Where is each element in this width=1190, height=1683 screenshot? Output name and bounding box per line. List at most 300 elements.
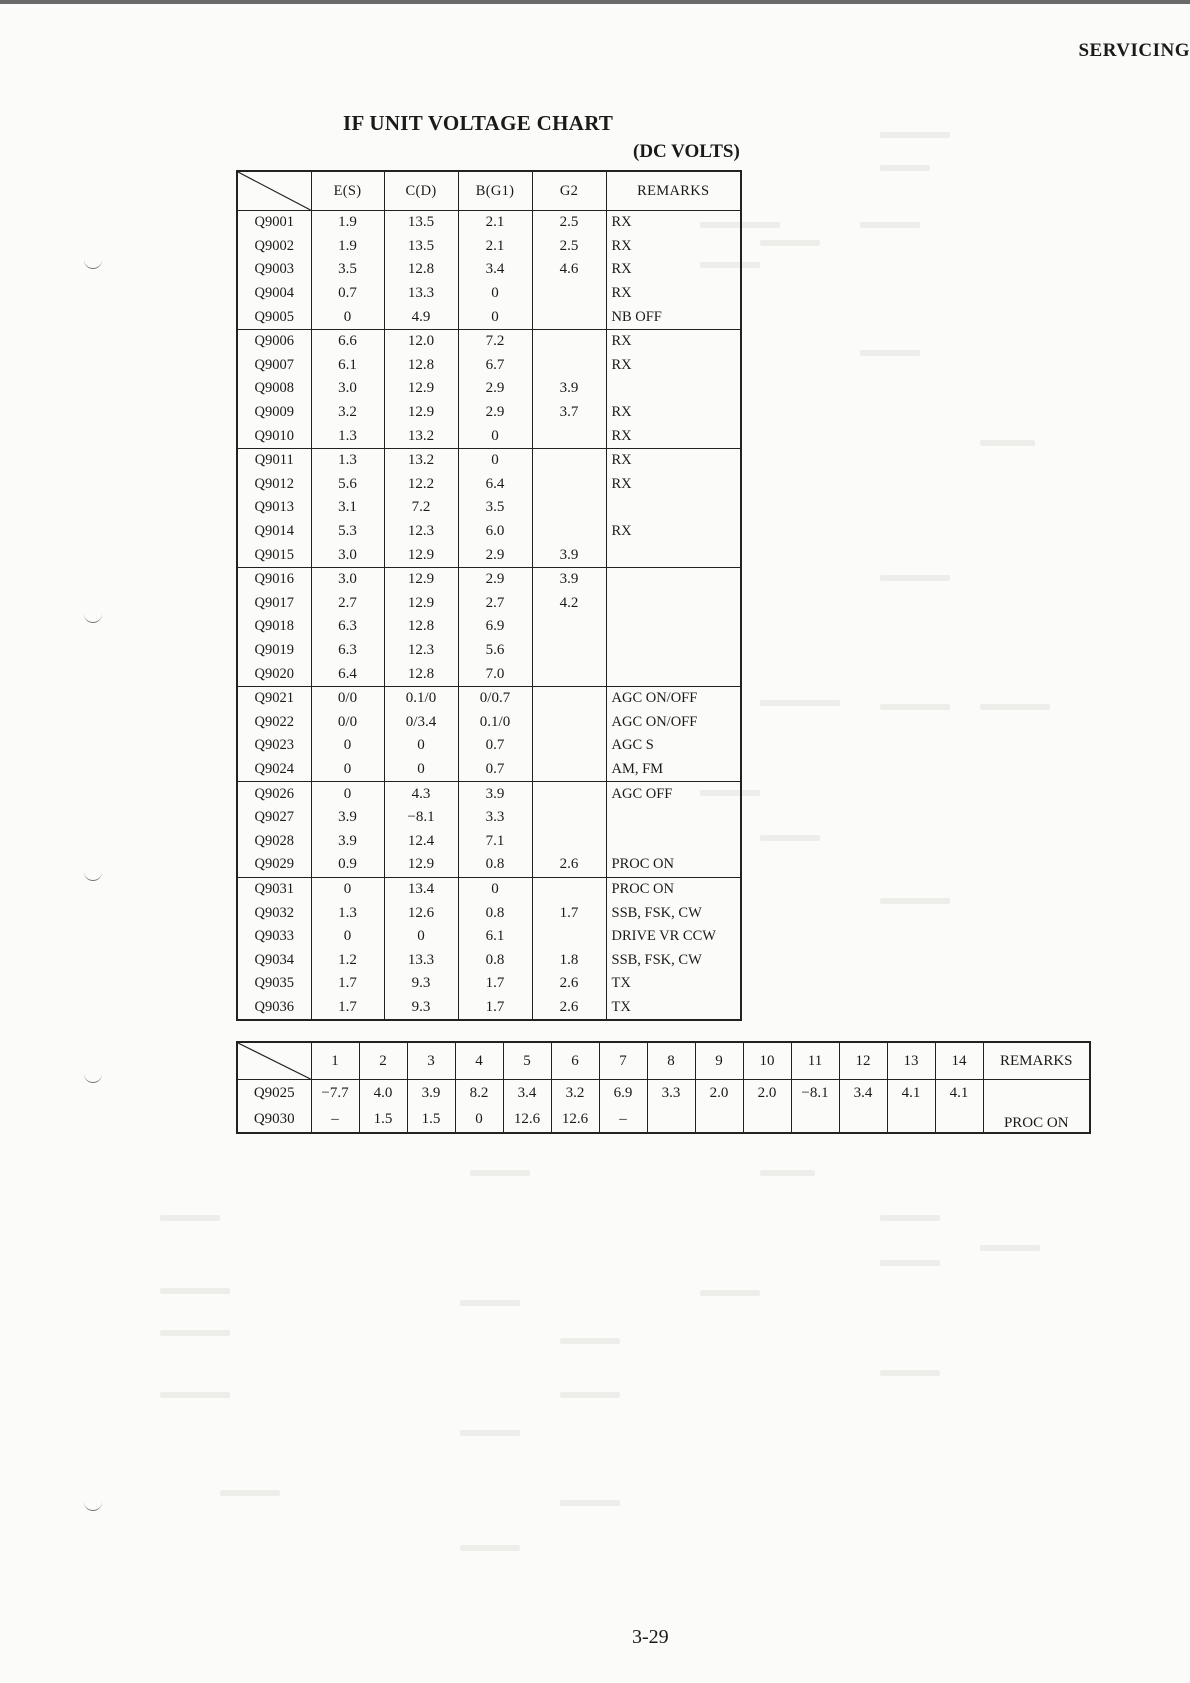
- g2-value: [532, 758, 606, 782]
- remarks: RX: [606, 473, 741, 497]
- e-s-value: 6.1: [311, 354, 384, 378]
- c-d-value: 13.3: [384, 948, 458, 972]
- bleed-through-text: [880, 1260, 940, 1266]
- e-s-value: 1.9: [311, 235, 384, 259]
- transistor-id: Q9024: [237, 758, 311, 782]
- c-d-value: 12.4: [384, 829, 458, 853]
- bleed-through-text: [760, 700, 840, 706]
- e-s-value: 3.0: [311, 543, 384, 567]
- corner-diagonal-cell: [237, 171, 311, 211]
- pin-voltage-value: 1.5: [407, 1106, 455, 1133]
- remarks: RX: [606, 424, 741, 448]
- pin-table-body: [237, 1080, 1090, 1134]
- margin-mark: [84, 1500, 102, 1511]
- remarks: [606, 567, 741, 591]
- corner-diagonal-cell: [237, 1042, 311, 1080]
- transistor-id: Q9023: [237, 734, 311, 758]
- transistor-id: Q9004: [237, 282, 311, 306]
- e-s-value: 3.9: [311, 806, 384, 830]
- pin-voltage-value: −7.7: [311, 1080, 359, 1107]
- pin-voltage-value: 12.6: [503, 1106, 551, 1133]
- g2-value: [532, 639, 606, 663]
- b-g1-value: 2.9: [458, 377, 532, 401]
- remarks: AGC S: [606, 734, 741, 758]
- transistor-id: Q9030: [237, 1106, 311, 1133]
- e-s-value: 0: [311, 925, 384, 949]
- transistor-id: Q9036: [237, 996, 311, 1021]
- remarks: [606, 639, 741, 663]
- pin-voltage-value: 3.4: [503, 1080, 551, 1107]
- remarks: RX: [606, 258, 741, 282]
- table-row: [237, 996, 741, 1021]
- remarks: NB OFF: [606, 305, 741, 329]
- table-row: [237, 662, 741, 686]
- transistor-id: Q9018: [237, 615, 311, 639]
- b-g1-value: 5.6: [458, 639, 532, 663]
- g2-value: [532, 710, 606, 734]
- bleed-through-text: [460, 1545, 520, 1551]
- c-d-value: 9.3: [384, 972, 458, 996]
- pin-voltage-value: [887, 1106, 935, 1133]
- bleed-through-text: [160, 1288, 230, 1294]
- remarks: AGC ON/OFF: [606, 686, 741, 710]
- table-row: [237, 543, 741, 567]
- c-d-value: −8.1: [384, 806, 458, 830]
- remarks: [606, 829, 741, 853]
- table-row: [237, 758, 741, 782]
- c-d-value: 13.2: [384, 448, 458, 472]
- c-d-value: 12.3: [384, 520, 458, 544]
- transistor-id: Q9012: [237, 473, 311, 497]
- header-pin-number: 8: [647, 1042, 695, 1080]
- pin-voltage-value: 3.2: [551, 1080, 599, 1107]
- g2-value: [532, 520, 606, 544]
- diagonal-line-icon: [238, 1043, 311, 1079]
- remarks: [606, 806, 741, 830]
- transistor-id: Q9022: [237, 710, 311, 734]
- c-d-value: 0: [384, 925, 458, 949]
- c-d-value: 7.2: [384, 496, 458, 520]
- b-g1-value: 1.7: [458, 972, 532, 996]
- table-row: [237, 377, 741, 401]
- pin-voltage-value: −8.1: [791, 1080, 839, 1107]
- table-row: [237, 496, 741, 520]
- c-d-value: 12.8: [384, 662, 458, 686]
- remarks: RX: [606, 282, 741, 306]
- g2-value: [532, 496, 606, 520]
- bleed-through-text: [880, 898, 950, 904]
- transistor-id: Q9015: [237, 543, 311, 567]
- pin-voltage-value: 4.1: [887, 1080, 935, 1107]
- table-row: [237, 782, 741, 806]
- c-d-value: 13.2: [384, 424, 458, 448]
- b-g1-value: 0.7: [458, 734, 532, 758]
- b-g1-value: 3.3: [458, 806, 532, 830]
- table-row: [237, 925, 741, 949]
- table-row: [237, 806, 741, 830]
- g2-value: [532, 305, 606, 329]
- b-g1-value: 2.1: [458, 211, 532, 235]
- transistor-id: Q9006: [237, 329, 311, 353]
- transistor-id: Q9031: [237, 877, 311, 901]
- table-row: [237, 282, 741, 306]
- bleed-through-text: [980, 1245, 1040, 1251]
- table-row: [237, 258, 741, 282]
- remarks: PROC ON: [606, 853, 741, 877]
- g2-value: 4.2: [532, 592, 606, 616]
- g2-value: [532, 448, 606, 472]
- b-g1-value: 0: [458, 877, 532, 901]
- remarks: [606, 496, 741, 520]
- transistor-id: Q9026: [237, 782, 311, 806]
- transistor-id: Q9035: [237, 972, 311, 996]
- b-g1-value: 3.9: [458, 782, 532, 806]
- g2-value: 1.7: [532, 901, 606, 925]
- pin-voltage-value: [743, 1106, 791, 1133]
- voltage-chart-body: [237, 211, 741, 1021]
- bleed-through-text: [980, 440, 1035, 446]
- top-rule: [0, 0, 1190, 4]
- e-s-value: 1.7: [311, 996, 384, 1021]
- e-s-value: 0: [311, 734, 384, 758]
- e-s-value: 5.6: [311, 473, 384, 497]
- table-row: [237, 354, 741, 378]
- bleed-through-text: [880, 1215, 940, 1221]
- transistor-id: Q9008: [237, 377, 311, 401]
- e-s-value: 0: [311, 782, 384, 806]
- e-s-value: 1.2: [311, 948, 384, 972]
- e-s-value: 1.7: [311, 972, 384, 996]
- transistor-id: Q9019: [237, 639, 311, 663]
- header-pin-number: 13: [887, 1042, 935, 1080]
- g2-value: 2.5: [532, 235, 606, 259]
- transistor-id: Q9032: [237, 901, 311, 925]
- transistor-id: Q9005: [237, 305, 311, 329]
- g2-value: [532, 686, 606, 710]
- remarks: AGC OFF: [606, 782, 741, 806]
- b-g1-value: 6.4: [458, 473, 532, 497]
- c-d-value: 12.9: [384, 567, 458, 591]
- bleed-through-text: [560, 1500, 620, 1506]
- remarks: RX: [606, 354, 741, 378]
- b-g1-value: 3.4: [458, 258, 532, 282]
- b-g1-value: 0: [458, 448, 532, 472]
- chart-title: IF UNIT VOLTAGE CHART: [343, 111, 614, 135]
- c-d-value: 4.3: [384, 782, 458, 806]
- g2-value: 4.6: [532, 258, 606, 282]
- e-s-value: 6.6: [311, 329, 384, 353]
- voltage-chart-header-row: [237, 171, 741, 211]
- c-d-value: 12.6: [384, 901, 458, 925]
- c-d-value: 12.9: [384, 377, 458, 401]
- e-s-value: 6.4: [311, 662, 384, 686]
- c-d-value: 12.3: [384, 639, 458, 663]
- header-remarks: REMARKS: [606, 171, 741, 211]
- header-pin-number: 4: [455, 1042, 503, 1080]
- pin-voltage-value: 2.0: [743, 1080, 791, 1107]
- g2-value: 1.8: [532, 948, 606, 972]
- transistor-id: Q9002: [237, 235, 311, 259]
- remarks: SSB, FSK, CW: [606, 901, 741, 925]
- e-s-value: 1.3: [311, 448, 384, 472]
- remarks: PROC ON: [606, 877, 741, 901]
- bleed-through-text: [460, 1430, 520, 1436]
- transistor-id: Q9020: [237, 662, 311, 686]
- transistor-id: Q9021: [237, 686, 311, 710]
- g2-value: 3.9: [532, 377, 606, 401]
- pin-voltage-value: 4.0: [359, 1080, 407, 1107]
- bleed-through-text: [560, 1338, 620, 1344]
- c-d-value: 12.8: [384, 354, 458, 378]
- bleed-through-text: [160, 1330, 230, 1336]
- header-b-g1: B(G1): [458, 171, 532, 211]
- c-d-value: 13.5: [384, 235, 458, 259]
- g2-value: [532, 806, 606, 830]
- c-d-value: 12.0: [384, 329, 458, 353]
- transistor-id: Q9009: [237, 401, 311, 425]
- transistor-id: Q9033: [237, 925, 311, 949]
- transistor-id: Q9014: [237, 520, 311, 544]
- table-row: [237, 305, 741, 329]
- header-pin-number: 1: [311, 1042, 359, 1080]
- g2-value: [532, 782, 606, 806]
- c-d-value: 4.9: [384, 305, 458, 329]
- remarks: RX: [606, 235, 741, 259]
- pin-voltage-value: 3.3: [647, 1080, 695, 1107]
- bleed-through-text: [880, 165, 930, 171]
- g2-value: [532, 662, 606, 686]
- transistor-id: Q9027: [237, 806, 311, 830]
- remarks: RX: [606, 211, 741, 235]
- b-g1-value: 0/0.7: [458, 686, 532, 710]
- transistor-id: Q9029: [237, 853, 311, 877]
- bleed-through-text: [760, 1170, 815, 1176]
- table-row: [237, 211, 741, 235]
- g2-value: [532, 615, 606, 639]
- transistor-id: Q9025: [237, 1080, 311, 1107]
- e-s-value: 0.7: [311, 282, 384, 306]
- pin-voltage-value: [839, 1106, 887, 1133]
- g2-value: 3.9: [532, 543, 606, 567]
- b-g1-value: 2.9: [458, 543, 532, 567]
- bleed-through-text: [760, 835, 820, 841]
- bleed-through-text: [760, 240, 820, 246]
- b-g1-value: 6.9: [458, 615, 532, 639]
- header-pin-number: 7: [599, 1042, 647, 1080]
- b-g1-value: 6.7: [458, 354, 532, 378]
- g2-value: [532, 329, 606, 353]
- header-pin-number: 3: [407, 1042, 455, 1080]
- pin-voltage-value: 4.1: [935, 1080, 983, 1107]
- b-g1-value: 6.1: [458, 925, 532, 949]
- e-s-value: 3.5: [311, 258, 384, 282]
- remarks: TX: [606, 996, 741, 1021]
- b-g1-value: 0.8: [458, 853, 532, 877]
- remarks: [606, 543, 741, 567]
- pin-voltage-value: 3.9: [407, 1080, 455, 1107]
- c-d-value: 12.9: [384, 592, 458, 616]
- g2-value: [532, 282, 606, 306]
- g2-value: [532, 925, 606, 949]
- margin-mark: [84, 612, 102, 623]
- pin-voltage-value: [935, 1106, 983, 1133]
- margin-mark: [84, 1072, 102, 1083]
- remarks: RX: [606, 329, 741, 353]
- e-s-value: 2.7: [311, 592, 384, 616]
- header-c-d: C(D): [384, 171, 458, 211]
- table-row: [237, 710, 741, 734]
- header-pin-number: 9: [695, 1042, 743, 1080]
- bleed-through-text: [160, 1392, 230, 1398]
- bleed-through-text: [880, 1370, 940, 1376]
- c-d-value: 0/3.4: [384, 710, 458, 734]
- bleed-through-text: [880, 575, 950, 581]
- transistor-id: Q9028: [237, 829, 311, 853]
- transistor-id: Q9017: [237, 592, 311, 616]
- g2-value: 2.5: [532, 211, 606, 235]
- b-g1-value: 7.1: [458, 829, 532, 853]
- g2-value: [532, 354, 606, 378]
- bleed-through-text: [560, 1392, 620, 1398]
- table-row: [237, 235, 741, 259]
- header-pin-number: 2: [359, 1042, 407, 1080]
- remarks: [606, 662, 741, 686]
- remarks: RX: [606, 401, 741, 425]
- transistor-id: Q9011: [237, 448, 311, 472]
- units-label: (DC VOLTS): [633, 141, 740, 162]
- c-d-value: 0.1/0: [384, 686, 458, 710]
- transistor-id: Q9003: [237, 258, 311, 282]
- pin-voltage-value: [647, 1106, 695, 1133]
- table-row: [237, 1106, 1090, 1133]
- e-s-value: 3.0: [311, 377, 384, 401]
- c-d-value: 9.3: [384, 996, 458, 1021]
- header-g2: G2: [532, 171, 606, 211]
- bleed-through-text: [220, 1490, 280, 1496]
- pin-voltage-value: –: [311, 1106, 359, 1133]
- bleed-through-text: [860, 350, 920, 356]
- b-g1-value: 0: [458, 305, 532, 329]
- pin-voltage-value: 2.0: [695, 1080, 743, 1107]
- remarks: TX: [606, 972, 741, 996]
- table-row: [237, 1080, 1090, 1107]
- table-row: [237, 592, 741, 616]
- bleed-through-text: [470, 1170, 530, 1176]
- g2-value: [532, 829, 606, 853]
- e-s-value: 0.9: [311, 853, 384, 877]
- table-row: [237, 901, 741, 925]
- table-row: [237, 972, 741, 996]
- header-pin-number: 14: [935, 1042, 983, 1080]
- c-d-value: 12.9: [384, 401, 458, 425]
- pin-voltage-value: 1.5: [359, 1106, 407, 1133]
- remarks: RX: [606, 520, 741, 544]
- margin-mark: [84, 258, 102, 269]
- pin-voltage-value: 0: [455, 1106, 503, 1133]
- c-d-value: 12.8: [384, 258, 458, 282]
- header-pin-number: 11: [791, 1042, 839, 1080]
- g2-value: 2.6: [532, 853, 606, 877]
- g2-value: [532, 424, 606, 448]
- remarks: [983, 1080, 1090, 1107]
- e-s-value: 1.3: [311, 424, 384, 448]
- pin-voltage-value: 12.6: [551, 1106, 599, 1133]
- header-pin-number: 10: [743, 1042, 791, 1080]
- bleed-through-text: [880, 704, 950, 710]
- table-row: [237, 853, 741, 877]
- b-g1-value: 0.1/0: [458, 710, 532, 734]
- table-row: [237, 948, 741, 972]
- c-d-value: 12.9: [384, 853, 458, 877]
- bleed-through-text: [980, 704, 1050, 710]
- transistor-id: Q9013: [237, 496, 311, 520]
- table-row: [237, 829, 741, 853]
- table-row: [237, 520, 741, 544]
- b-g1-value: 0.8: [458, 948, 532, 972]
- b-g1-value: 2.9: [458, 401, 532, 425]
- remarks: AGC ON/OFF: [606, 710, 741, 734]
- g2-value: [532, 734, 606, 758]
- header-pin-number: 5: [503, 1042, 551, 1080]
- pin-table-header-row: [237, 1042, 1090, 1080]
- table-row: [237, 448, 741, 472]
- c-d-value: 13.5: [384, 211, 458, 235]
- e-s-value: 0/0: [311, 710, 384, 734]
- g2-value: 3.7: [532, 401, 606, 425]
- transistor-id: Q9034: [237, 948, 311, 972]
- pin-voltage-value: 6.9: [599, 1080, 647, 1107]
- c-d-value: 13.3: [384, 282, 458, 306]
- remarks: SSB, FSK, CW: [606, 948, 741, 972]
- voltage-chart-table: [236, 170, 742, 1021]
- e-s-value: 3.2: [311, 401, 384, 425]
- e-s-value: 3.9: [311, 829, 384, 853]
- c-d-value: 12.9: [384, 543, 458, 567]
- b-g1-value: 2.7: [458, 592, 532, 616]
- pin-voltage-table: [236, 1041, 1091, 1134]
- bleed-through-text: [460, 1300, 520, 1306]
- header-pin-number: 12: [839, 1042, 887, 1080]
- b-g1-value: 0.7: [458, 758, 532, 782]
- g2-value: [532, 877, 606, 901]
- c-d-value: 0: [384, 734, 458, 758]
- remarks: DRIVE VR CCW: [606, 925, 741, 949]
- e-s-value: 3.0: [311, 567, 384, 591]
- table-row: [237, 639, 741, 663]
- section-header: SERVICING: [1078, 40, 1190, 61]
- g2-value: 2.6: [532, 972, 606, 996]
- transistor-id: Q9007: [237, 354, 311, 378]
- e-s-value: 6.3: [311, 615, 384, 639]
- e-s-value: 0: [311, 877, 384, 901]
- c-d-value: 13.4: [384, 877, 458, 901]
- e-s-value: 0: [311, 758, 384, 782]
- table-row: [237, 473, 741, 497]
- table-row: [237, 401, 741, 425]
- header-e-s: E(S): [311, 171, 384, 211]
- pin-voltage-value: [695, 1106, 743, 1133]
- b-g1-value: 7.2: [458, 329, 532, 353]
- remarks: [606, 615, 741, 639]
- bleed-through-text: [160, 1215, 220, 1221]
- bleed-through-text: [880, 132, 950, 138]
- remarks: AM, FM: [606, 758, 741, 782]
- e-s-value: 3.1: [311, 496, 384, 520]
- table-row: [237, 329, 741, 353]
- pin-voltage-value: 8.2: [455, 1080, 503, 1107]
- e-s-value: 0: [311, 305, 384, 329]
- diagonal-line-icon: [238, 172, 311, 210]
